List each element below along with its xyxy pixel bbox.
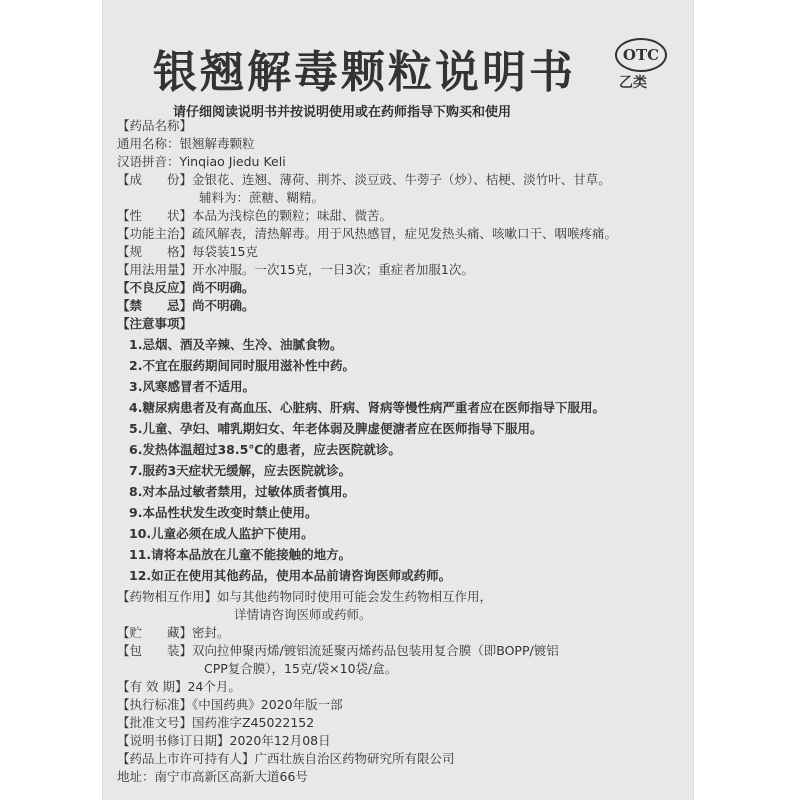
- storage-row: [117, 624, 230, 642]
- standard-text: 《中国药典》2020年版一部: [192, 697, 343, 712]
- precaution-item: 7.服药3天症状无缓解，应去医院就诊。: [129, 463, 352, 478]
- usage-notice: 请仔细阅读说明书并按说明使用或在药师指导下购买和使用: [173, 105, 512, 120]
- standard-row: [117, 696, 343, 714]
- adverse-row: [117, 279, 255, 297]
- precaution-item: 3.风寒感冒者不适用。: [129, 379, 255, 394]
- dosage-text: 开水冲服。一次15克，一日3次；重症者加服1次。: [192, 262, 474, 277]
- indications-text: 疏风解表，清热解毒。用于风热感冒，症见发热头痛、咳嗽口干、咽喉疼痛。: [192, 226, 618, 241]
- revision-row: [117, 732, 331, 750]
- contraindications-row: [117, 297, 255, 315]
- interactions-label: 【药物相互作用】: [117, 589, 218, 604]
- properties-label: 【性 状】: [117, 208, 193, 223]
- precaution-item: 9.本品性状发生改变时禁止使用。: [129, 505, 318, 520]
- standard-label: 【执行标准】: [117, 697, 193, 712]
- adverse-text: 尚不明确。: [192, 280, 255, 295]
- validity-label: 【有 效 期】: [117, 679, 188, 694]
- mah-address: 地址：南宁市高新区高新大道66号: [117, 769, 308, 784]
- mah-text: 广西壮族自治区药物研究所有限公司: [254, 751, 455, 766]
- packaging-text: 双向拉伸聚丙烯/镀铝流延聚丙烯药品包装用复合膜（即BOPP/镀铝: [192, 643, 559, 658]
- storage-text: 密封。: [192, 625, 230, 640]
- revision-label: 【说明书修订日期】: [117, 733, 230, 748]
- approval-row: [117, 714, 314, 732]
- properties-row: [117, 207, 392, 225]
- validity-text: 24个月。: [187, 679, 241, 694]
- specification-row: [117, 243, 258, 261]
- drug-name-section-label: 【药品名称】: [117, 118, 193, 133]
- adverse-label: 【不良反应】: [117, 280, 193, 295]
- precaution-item: 6.发热体温超过38.5℃的患者，应去医院就诊。: [129, 442, 401, 457]
- instruction-sheet: [103, 0, 693, 800]
- precaution-item: 11.请将本品放在儿童不能接触的地方。: [129, 547, 352, 562]
- properties-text: 本品为浅棕色的颗粒；味甜、微苦。: [192, 208, 393, 223]
- validity-row: [117, 678, 241, 696]
- dosage-row: [117, 261, 474, 279]
- indications-label: 【功能主治】: [117, 226, 193, 241]
- otc-badge: OTC: [615, 38, 667, 72]
- precaution-item: 5.儿童、孕妇、哺乳期妇女、年老体弱及脾虚便溏者应在医师指导下服用。: [129, 421, 543, 436]
- approval-label: 【批准文号】: [117, 715, 193, 730]
- specification-label: 【规 格】: [117, 244, 193, 259]
- precaution-item: 2.不宜在服药期间同时服用滋补性中药。: [129, 358, 355, 373]
- storage-label: 【贮 藏】: [117, 625, 193, 640]
- indications-row: [117, 225, 617, 243]
- precaution-item: 8.对本品过敏者禁用，过敏体质者慎用。: [129, 484, 355, 499]
- ingredients-text: 金银花、连翘、薄荷、荆芥、淡豆豉、牛蒡子（炒）、桔梗、淡竹叶、甘草。: [192, 172, 611, 187]
- ingredients-label: 【成 份】: [117, 172, 193, 187]
- generic-name: 通用名称：银翘解毒颗粒: [117, 136, 255, 151]
- otc-class-label: 乙类: [619, 75, 647, 91]
- precaution-item: 1.忌烟、酒及辛辣、生冷、油腻食物。: [129, 337, 343, 352]
- contraindications-label: 【禁 忌】: [117, 298, 193, 313]
- excipients-text: 辅料为：蔗糖、糊精。: [199, 190, 325, 205]
- precautions-label: 【注意事项】: [117, 316, 193, 331]
- pinyin-name: 汉语拼音：Yinqiao Jiedu Keli: [117, 154, 286, 169]
- packaging-text-cont: CPP复合膜），15克/袋×10袋/盒。: [204, 661, 398, 676]
- interactions-text: 如与其他药物同时使用可能会发生药物相互作用，: [217, 589, 493, 604]
- mah-row: [117, 750, 455, 768]
- ingredients-row: [117, 171, 611, 189]
- precaution-item: 4.糖尿病患者及有高血压、心脏病、肝病、肾病等慢性病严重者应在医师指导下服用。: [129, 400, 605, 415]
- dosage-label: 【用法用量】: [117, 262, 193, 277]
- packaging-label: 【包 装】: [117, 643, 193, 658]
- precaution-item: 12.如正在使用其他药品，使用本品前请咨询医师或药师。: [129, 568, 452, 583]
- revision-text: 2020年12月08日: [229, 733, 331, 748]
- packaging-row: [117, 642, 559, 660]
- precaution-item: 10.儿童必须在成人监护下使用。: [129, 526, 314, 541]
- document-title: 银翘解毒颗粒说明书: [153, 47, 576, 98]
- interactions-row: [117, 588, 492, 606]
- specification-text: 每袋装15克: [192, 244, 258, 259]
- mah-label: 【药品上市许可持有人】: [117, 751, 255, 766]
- approval-text: 国药准字Z45022152: [192, 715, 315, 730]
- contraindications-text: 尚不明确。: [192, 298, 255, 313]
- interactions-text-cont: 详情请咨询医师或药师。: [234, 607, 372, 622]
